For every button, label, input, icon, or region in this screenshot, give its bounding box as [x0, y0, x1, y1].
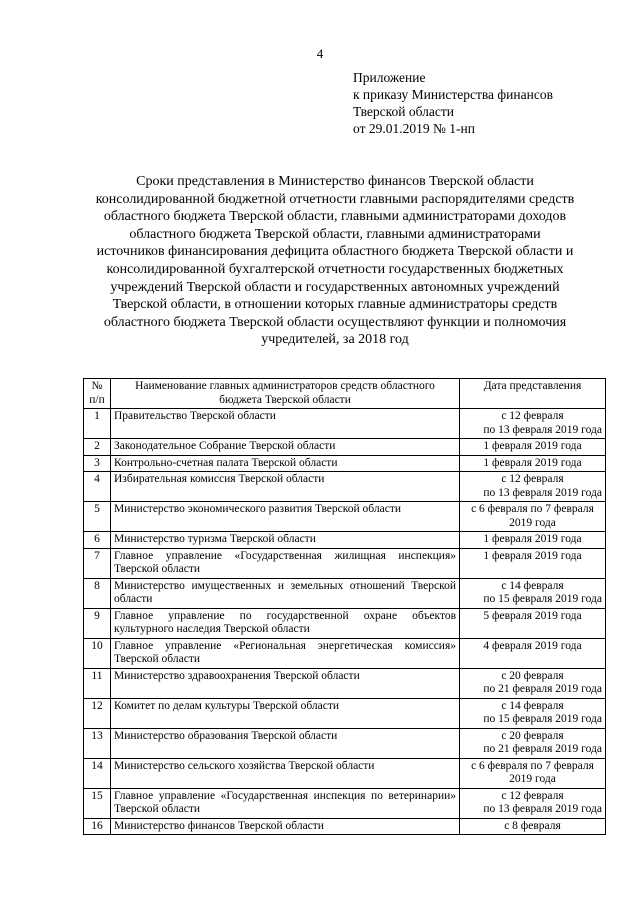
- administrator-name: Министерство финансов Тверской области: [111, 818, 460, 835]
- title-line: консолидированной бухгалтерской отчетности государственных бюджетных: [106, 261, 564, 277]
- date-line: по 21 февраля 2019 года: [483, 683, 602, 695]
- administrator-name: Комитет по делам культуры Тверской области: [111, 698, 460, 728]
- row-number: 12: [84, 698, 111, 728]
- title-line: Тверской области, в отношении которых главные администраторы средств: [112, 297, 558, 313]
- administrator-name: Правительство Тверской области: [111, 409, 460, 439]
- header-name: Наименование главных администраторов средств областного бюджета Тверской области: [111, 379, 460, 409]
- administrator-name: Министерство образования Тверской области: [111, 728, 460, 758]
- title-line: областного бюджета Тверской области, главными администраторами: [129, 226, 541, 242]
- submission-date: [460, 608, 606, 638]
- row-number: 10: [84, 638, 111, 668]
- date-line: 1 февраля 2019 года: [483, 456, 582, 469]
- date-line: с 12 февраля: [501, 789, 564, 802]
- date-line: по 13 февраля 2019 года: [483, 486, 602, 499]
- date-line: по 13 февраля 2019 года: [483, 423, 602, 436]
- date-line: с 20 февраля: [501, 669, 564, 682]
- date-line: с 12 февраля: [501, 410, 564, 422]
- title-line: областного бюджета Тверской области осуществляют функции и полномочия: [103, 314, 567, 330]
- table-row: [84, 578, 606, 608]
- submission-date: [460, 698, 606, 728]
- table-row: [84, 608, 606, 638]
- schedule-table: [83, 378, 606, 835]
- administrator-name: Избирательная комиссия Тверской области: [111, 472, 460, 502]
- row-number: 2: [84, 439, 111, 456]
- table-row: [84, 409, 606, 439]
- page-number: 4: [316, 46, 324, 61]
- date-line: 1 февраля 2019 года: [483, 440, 582, 452]
- row-number: 14: [84, 758, 111, 788]
- submission-date: [460, 409, 606, 439]
- table-row: [84, 668, 606, 698]
- table-body: [84, 409, 606, 835]
- administrator-name: Министерство экономического развития Тверской области: [111, 502, 460, 532]
- title-line: консолидированной бюджетной отчетности главными распорядителями средств: [95, 191, 575, 207]
- row-number: 16: [84, 818, 111, 835]
- administrator-name: Главное управление «Государственная инспекция по ветеринарии» Тверской области: [111, 788, 460, 818]
- table-row: [84, 472, 606, 502]
- submission-date: [460, 788, 606, 818]
- submission-date: [460, 818, 606, 835]
- row-number: 3: [84, 455, 111, 472]
- submission-date: [460, 728, 606, 758]
- date-line: с 6 февраля по 7 февраля 2019 года: [471, 759, 594, 785]
- row-number: 8: [84, 578, 111, 608]
- date-line: по 15 февраля 2019 года: [483, 713, 602, 725]
- date-line: по 21 февраля 2019 года: [483, 743, 602, 755]
- date-line: с 14 февраля: [501, 699, 564, 712]
- title-line: областного бюджета Тверской области, главными администраторами доходов: [103, 209, 567, 225]
- table-header-row: [84, 379, 606, 409]
- table-row: [84, 548, 606, 578]
- title-line: источников финансирования дефицита областного бюджета Тверской области и: [96, 244, 574, 260]
- table-row: [84, 818, 606, 835]
- date-line: с 12 февраля: [501, 473, 564, 485]
- date-line: с 14 февраля: [501, 579, 564, 592]
- table-row: [84, 532, 606, 549]
- administrator-name: Министерство здравоохранения Тверской области: [111, 668, 460, 698]
- table-row: [84, 455, 606, 472]
- title-line: Сроки представления в Министерство финансов Тверской области: [136, 174, 534, 189]
- appendix-line: Тверской области: [353, 104, 454, 119]
- administrator-name: Законодательное Собрание Тверской области: [111, 439, 460, 456]
- header-number: № п/п: [84, 379, 111, 409]
- header-date: Дата представления: [460, 379, 606, 409]
- date-line: с 6 февраля по 7 февраля 2019 года: [471, 503, 594, 529]
- administrator-name: Контрольно-счетная палата Тверской области: [111, 455, 460, 472]
- document-title: [60, 173, 610, 349]
- row-number: 7: [84, 548, 111, 578]
- table-row: [84, 788, 606, 818]
- row-number: 5: [84, 502, 111, 532]
- date-line: 5 февраля 2019 года: [483, 609, 582, 622]
- administrator-name: Министерство туризма Тверской области: [111, 532, 460, 549]
- appendix-block: [353, 69, 553, 137]
- row-number: 13: [84, 728, 111, 758]
- table-row: [84, 439, 606, 456]
- appendix-line: к приказу Министерства финансов: [353, 87, 553, 102]
- table-row: [84, 502, 606, 532]
- row-number: 1: [84, 409, 111, 439]
- table-row: [84, 758, 606, 788]
- appendix-line: от 29.01.2019 № 1-нп: [353, 121, 475, 136]
- date-line: 1 февраля 2019 года: [483, 549, 582, 562]
- administrator-name: Министерство имущественных и земельных отношений Тверской области: [111, 578, 460, 608]
- date-line: 4 февраля 2019 года: [483, 639, 582, 652]
- title-line: учреждений Тверской области и государственных автономных учреждений: [110, 279, 560, 295]
- date-line: с 8 февраля: [504, 819, 561, 832]
- submission-date: [460, 532, 606, 549]
- date-line: по 13 февраля 2019 года: [483, 803, 602, 815]
- submission-date: [460, 472, 606, 502]
- row-number: 6: [84, 532, 111, 549]
- table-row: [84, 728, 606, 758]
- row-number: 11: [84, 668, 111, 698]
- administrator-name: Министерство сельского хозяйства Тверской области: [111, 758, 460, 788]
- table-row: [84, 638, 606, 668]
- row-number: 9: [84, 608, 111, 638]
- submission-date: [460, 502, 606, 532]
- date-line: 1 февраля 2019 года: [483, 533, 582, 545]
- submission-date: [460, 638, 606, 668]
- submission-date: [460, 439, 606, 456]
- administrator-name: Главное управление «Государственная жилищная инспекция» Тверской области: [111, 548, 460, 578]
- administrator-name: Главное управление «Региональная энергетическая комиссия» Тверской области: [111, 638, 460, 668]
- date-line: по 15 февраля 2019 года: [483, 593, 602, 605]
- submission-date: [460, 578, 606, 608]
- row-number: 15: [84, 788, 111, 818]
- submission-date: [460, 668, 606, 698]
- submission-date: [460, 455, 606, 472]
- title-line: учредителей, за 2018 год: [261, 332, 409, 348]
- administrator-name: Главное управление по государственной охране объектов культурного наследия Тверской области: [111, 608, 460, 638]
- row-number: 4: [84, 472, 111, 502]
- date-line: с 20 февраля: [501, 729, 564, 742]
- appendix-line: Приложение: [353, 70, 426, 85]
- submission-date: [460, 548, 606, 578]
- submission-date: [460, 758, 606, 788]
- table-row: [84, 698, 606, 728]
